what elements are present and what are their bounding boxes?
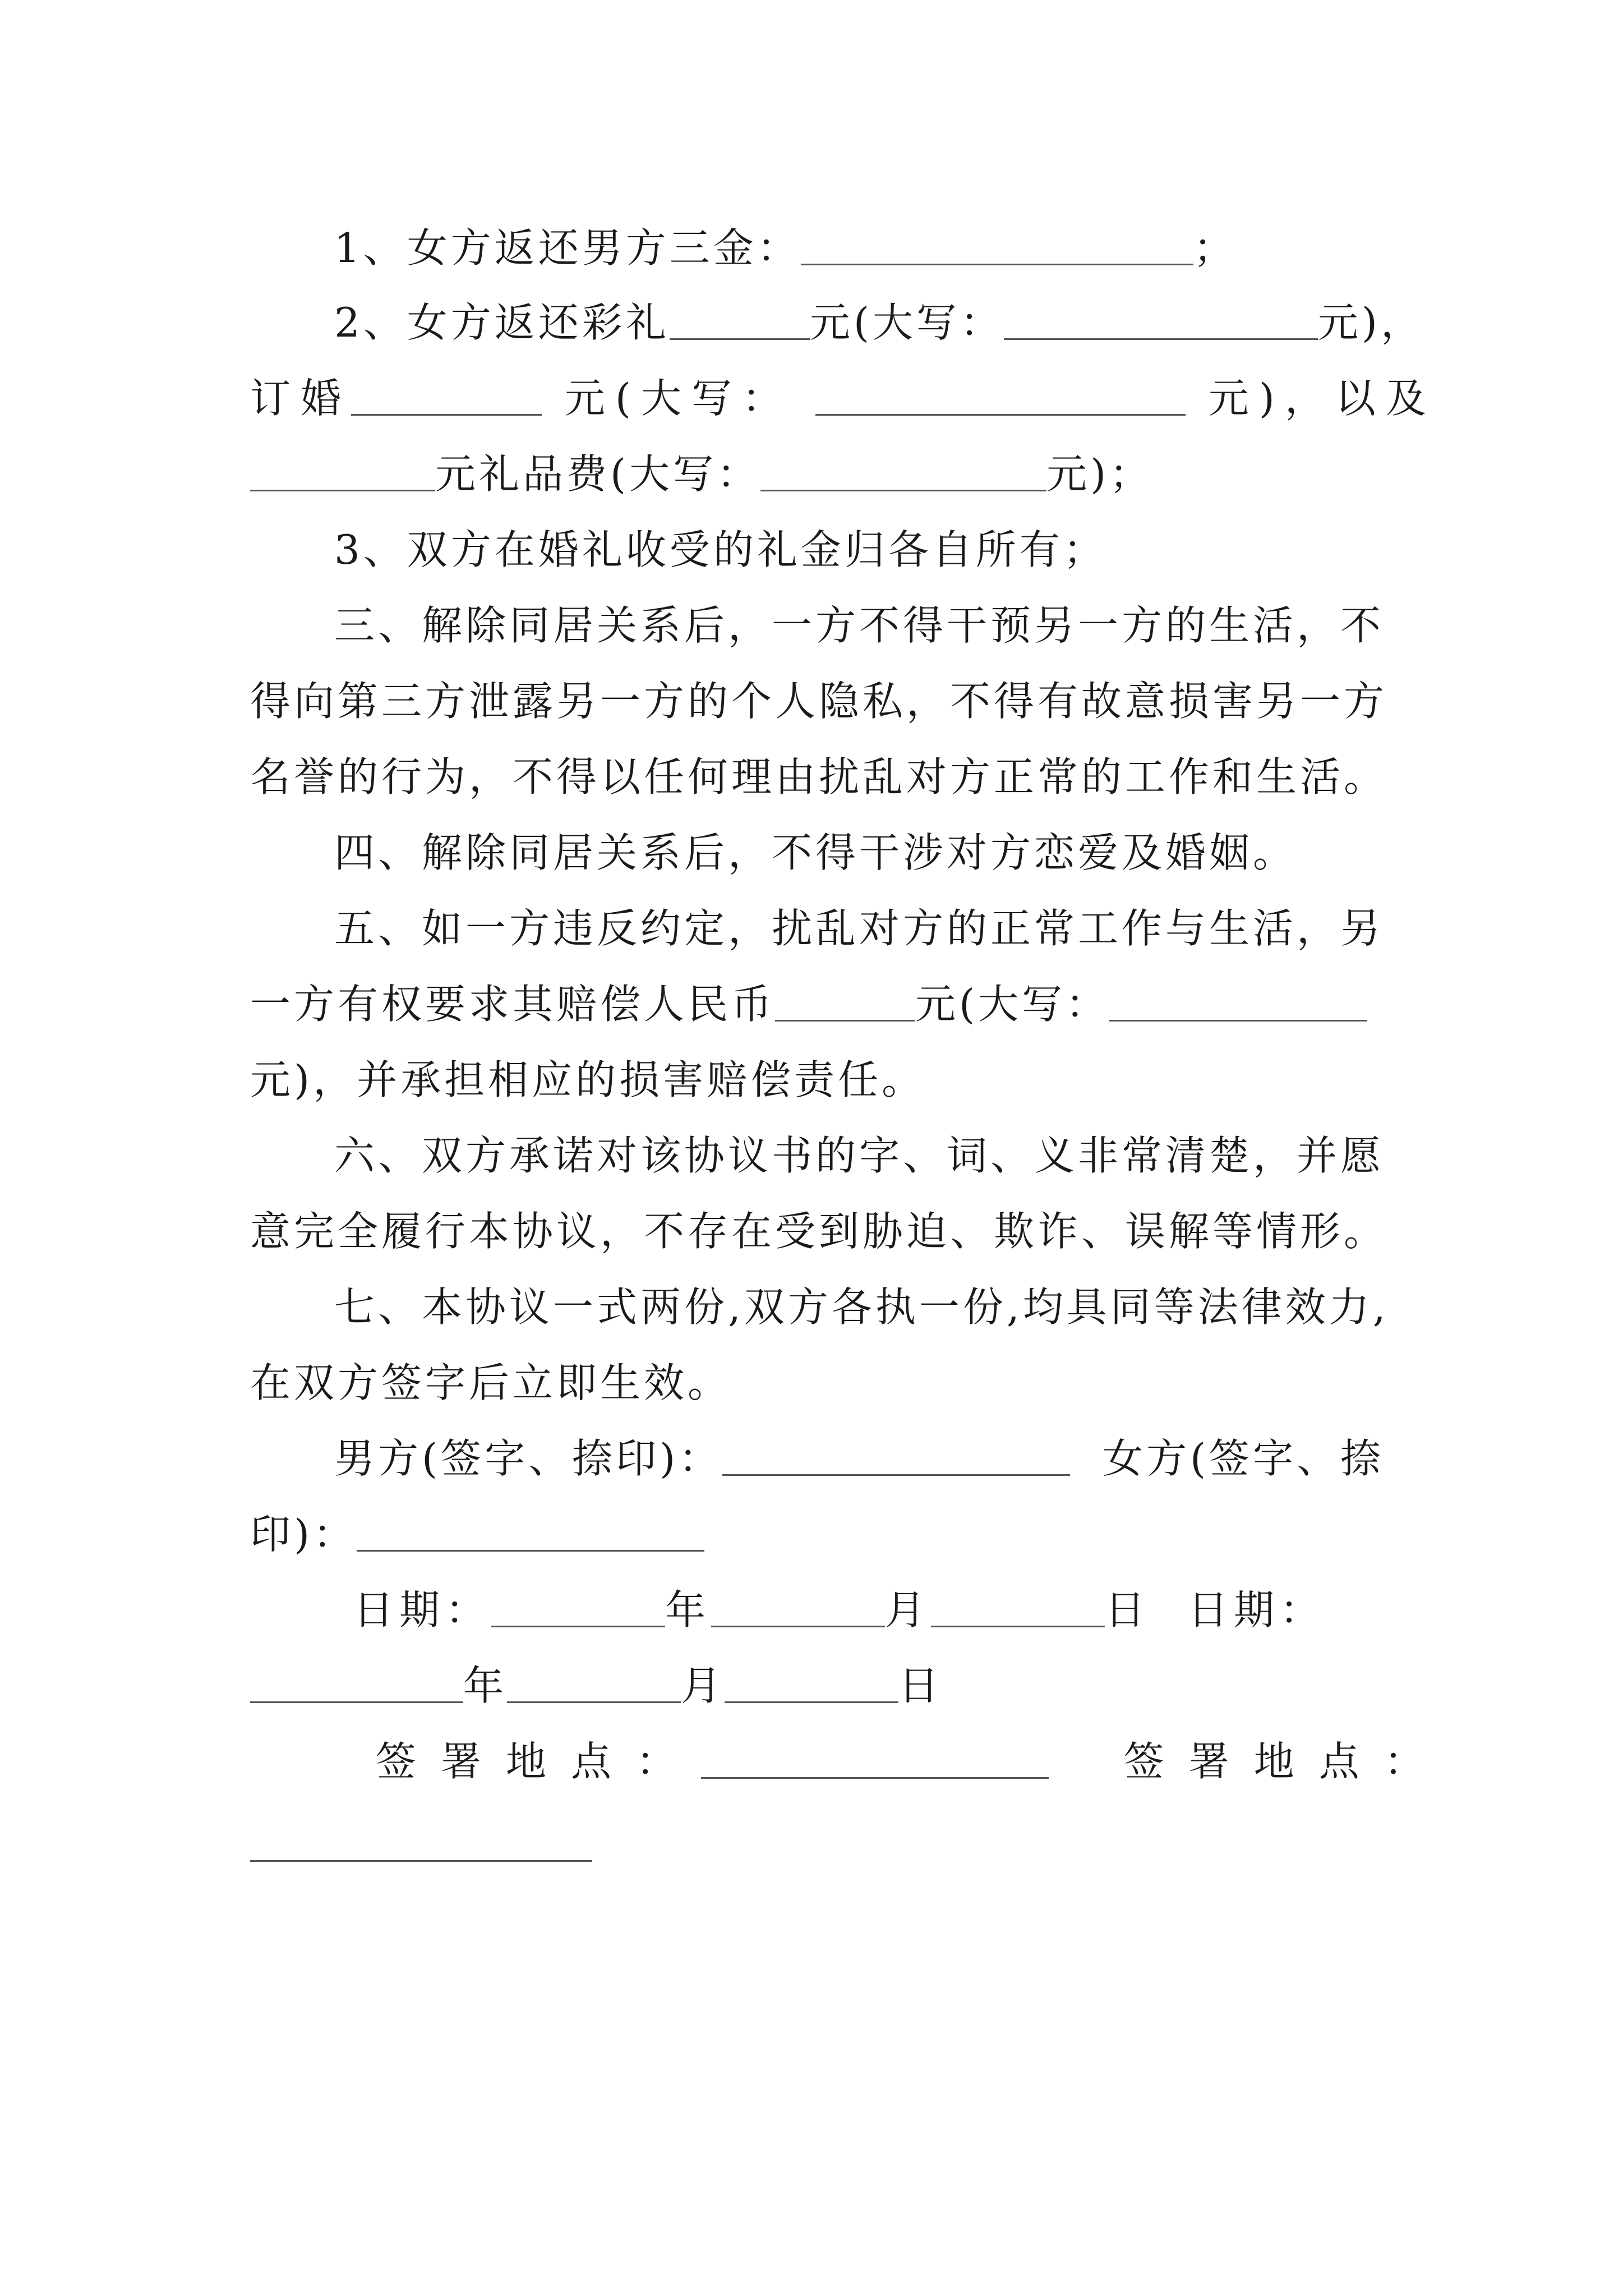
signature-line-1 [334, 1419, 1383, 1498]
clause-3-line-3: 名誉的行为，不得以任何理由扰乱对方正常的工作和生活。 [250, 753, 1388, 800]
male-signature-label: 男方(签字、捺印)： [334, 1435, 723, 1482]
blank-field[interactable] [775, 978, 915, 1022]
blank-field[interactable] [725, 1660, 898, 1703]
blank-field[interactable] [351, 372, 542, 416]
clause-7-line-1: 七、本协议一式两份,双方各执一份,均具同等法律效力, [334, 1283, 1389, 1331]
female-date-label: 日期： [1187, 1586, 1326, 1634]
male-date-label: 日期： [353, 1586, 492, 1634]
blank-field[interactable] [491, 1584, 665, 1627]
date-line-2: 年 月 日 [250, 1646, 1383, 1725]
female-place-label: 签署地点： [1123, 1738, 1449, 1785]
blank-field[interactable] [1004, 297, 1318, 340]
blank-field[interactable] [760, 448, 1046, 491]
clause-5-line-1: 五、如一方违反约定，扰乱对方的正常工作与生活，另 [334, 905, 1385, 952]
blank-field[interactable] [670, 297, 810, 340]
blank-field[interactable] [507, 1660, 681, 1703]
signature-line-2: 印)： [250, 1495, 1383, 1573]
item-2-line-1: 2、女方返还彩礼 元(大写： 元)， [334, 283, 1383, 362]
blank-field[interactable] [711, 1584, 885, 1627]
clause-6-line-1: 六、双方承诺对该协议书的字、词、义非常清楚，并愿 [334, 1132, 1385, 1179]
clause-5-line-2: 一方有权要求其赔偿人民币 元(大写： [250, 965, 1383, 1043]
clause-7-line-2: 在双方签字后立即生效。 [250, 1359, 732, 1406]
clause-3-line-1: 三、解除同居关系后，一方不得干预另一方的生活，不 [334, 602, 1385, 649]
male-place-field[interactable] [701, 1736, 1049, 1779]
clause-5-line-3: 元)，并承担相应的损害赔偿责任。 [250, 1056, 926, 1103]
female-signature-label: 女方(签字、捺 [1102, 1435, 1385, 1482]
blank-field[interactable] [801, 222, 1193, 265]
female-place-field[interactable] [250, 1860, 592, 1862]
item-2-line-3: 元礼品费(大写： 元)； [250, 435, 1383, 513]
female-signature-field[interactable] [357, 1508, 704, 1552]
blank-field[interactable] [931, 1584, 1105, 1627]
clause-6-line-2: 意完全履行本协议，不存在受到胁迫、欺诈、误解等情形。 [250, 1208, 1388, 1255]
blank-field[interactable] [250, 1660, 463, 1703]
clause-3-line-2: 得向第三方泄露另一方的个人隐私，不得有故意损害另一方 [250, 678, 1388, 725]
place-line-1 [376, 1722, 1449, 1801]
male-place-label: 签署地点： [376, 1738, 702, 1785]
date-line-1: 日期： 年 月 日 日期： [353, 1571, 1383, 1649]
blank-field[interactable] [250, 448, 435, 491]
blank-field[interactable] [815, 372, 1186, 416]
item-2-line-2: 订婚 元(大写： 元)，以及 [250, 359, 1383, 438]
blank-field[interactable] [1109, 978, 1367, 1022]
item-3-line: 3、双方在婚礼收受的礼金归各自所有； [334, 526, 1107, 573]
clause-4-line: 四、解除同居关系后，不得干涉对方恋爱及婚姻。 [334, 829, 1297, 876]
item-1-line: 1、女方返还男方三金： ； [334, 209, 1383, 287]
male-signature-field[interactable] [722, 1433, 1070, 1476]
